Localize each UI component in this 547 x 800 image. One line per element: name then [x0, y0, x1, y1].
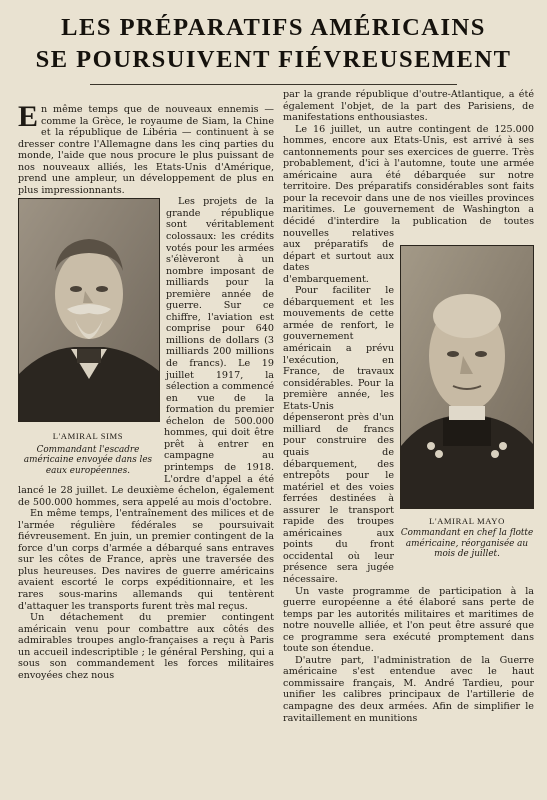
left-paragraph-4: Un détachement du premier contingent américain venu pour combattre aux côtés des admirables troupes anglo-françaises a reçu à Paris un accueil indescriptible ; le général Pershing, qui a sous son commandement les forces militaires envoyées chez nous — [18, 612, 274, 681]
portrait-sims-image — [19, 199, 159, 421]
caption-sims-name: L'AMIRAL SIMS — [52, 431, 124, 442]
headline-line-1: LES PRÉPARATIFS AMÉRICAINS — [61, 14, 486, 41]
caption-mayo-name: L'AMIRAL MAYO — [429, 516, 505, 526]
drop-cap: E — [18, 100, 39, 133]
left-paragraph-3: En même temps, l'entraînement des milices et de l'armée régulière fédérales se poursuivait fiévreusement. En juin, un premier contingent de la force d'un corps d'armée a débarqué sans entraves sur les côtes de France, après une traversée des plus heureuses. Des navires de guerre américains avaient escorté le corps expéditionnaire, et les rares sous-marins allemands qui tentèrent d'attaquer les transports furent très mal reçus. — [18, 508, 274, 612]
right-paragraph-1: par la grande république d'outre-Atlantique, a été également l'objet, de la part des Parisiens, de manifestations enthousiastes. — [283, 89, 534, 124]
right-paragraph-5: D'autre part, l'administration de la Guerre américaine s'est entendue avec le haut commissaire français, M. André Tardieu, pour unifier les calibres principaux de l'artillerie de campagne des deux armées. Afin de simplifier le ravitaillement en munitions — [283, 654, 534, 724]
right-paragraph-2: Le 16 juillet, un autre contingent de 125.000 hommes, encore aux Etats-Unis, est arrivé à ses cantonnements pour ses exercices de guerre. Très probablement, d'ici à l'automne, toute une armée américaine aura été débarquée sur notre territoire. Des préparatifs considérables sont faits pour la recevoir dans une de nos vieilles provinces maritimes. Le gouvernement de Washington a décidé d'interdire la publication de toutes nouvelles relatives aux préparatifs de départ et surtout aux dates d'embarquement. — [283, 123, 534, 285]
left-paragraph-1: En même temps que de nouveaux ennemis — comme la Grèce, le royaume de Siam, la Chine et la république de Libéria — continuent à se dresser contre l'Allemagne dans les cinq parties du monde, l'aide que nous procure le plus puissant de nos nouveaux alliés, les Etats-Unis d'Amérique, prend une ampleur, un développement de plus en plus impressionnants. — [18, 100, 274, 196]
caption-mayo-text: Commandant en chef la flotte américaine, réorganisée au mois de juillet. — [400, 528, 534, 559]
portrait-mayo-image — [401, 246, 533, 508]
left-paragraph-2: Les projets de la grande république sont véritablement colossaux: les crédits votés pour les armées s'élèveront à un nombre imposant de milliards pour la première année de guerre. Sur ce chiffre, l'aviation est comprise pour 640 millions de dollars (3 milliards 200 millions de francs). Le 19 juillet 1917, la sélection a commencé en vue de la formation du premier échelon de 500.000 hommes, qui doit être prêt à entrer en campagne au printemps de 1918. L'ordre d'appel a été lancé le 28 juillet. Le deuxième échelon, également de 500.000 hommes, sera appelé au mois d'octobre. — [18, 196, 274, 508]
right-paragraph-3: Pour faciliter le débarquement et les mouvements de cette armée de renfort, le gouvernement américain a prévu l'exécution, en France, de travaux considérables. Pour la première année, les Etats-Unis dépenseront près d'un milliard de francs pour construire des quais de débarquement, des entrepôts pour le matériel et des voies ferrées destinées à assurer le transport rapide des troupes américaines aux points du front occidental où leur présence sera jugée nécessaire. — [283, 285, 394, 585]
headline-rule — [90, 84, 457, 85]
caption-sims — [18, 424, 158, 476]
caption-mayo — [400, 516, 534, 560]
portrait-admiral-mayo — [400, 245, 534, 509]
headline-line-2: SE POURSUIVENT FIÉVREUSEMENT — [35, 46, 512, 73]
caption-sims-text: Commandant l'escadre américaine envoyée dans les eaux européennes. — [23, 444, 153, 476]
left-column — [18, 100, 274, 681]
portrait-admiral-sims — [18, 198, 160, 422]
portrait-admiral-mayo-block — [400, 245, 534, 560]
right-paragraph-4: Un vaste programme de participation à la guerre européenne a été élaboré sans perte de temps par les autorités militaires et maritimes de notre nouvelle alliée, et l'on peut être assuré que ce programme sera exécuté promptement dans toute son étendue. — [283, 585, 534, 655]
